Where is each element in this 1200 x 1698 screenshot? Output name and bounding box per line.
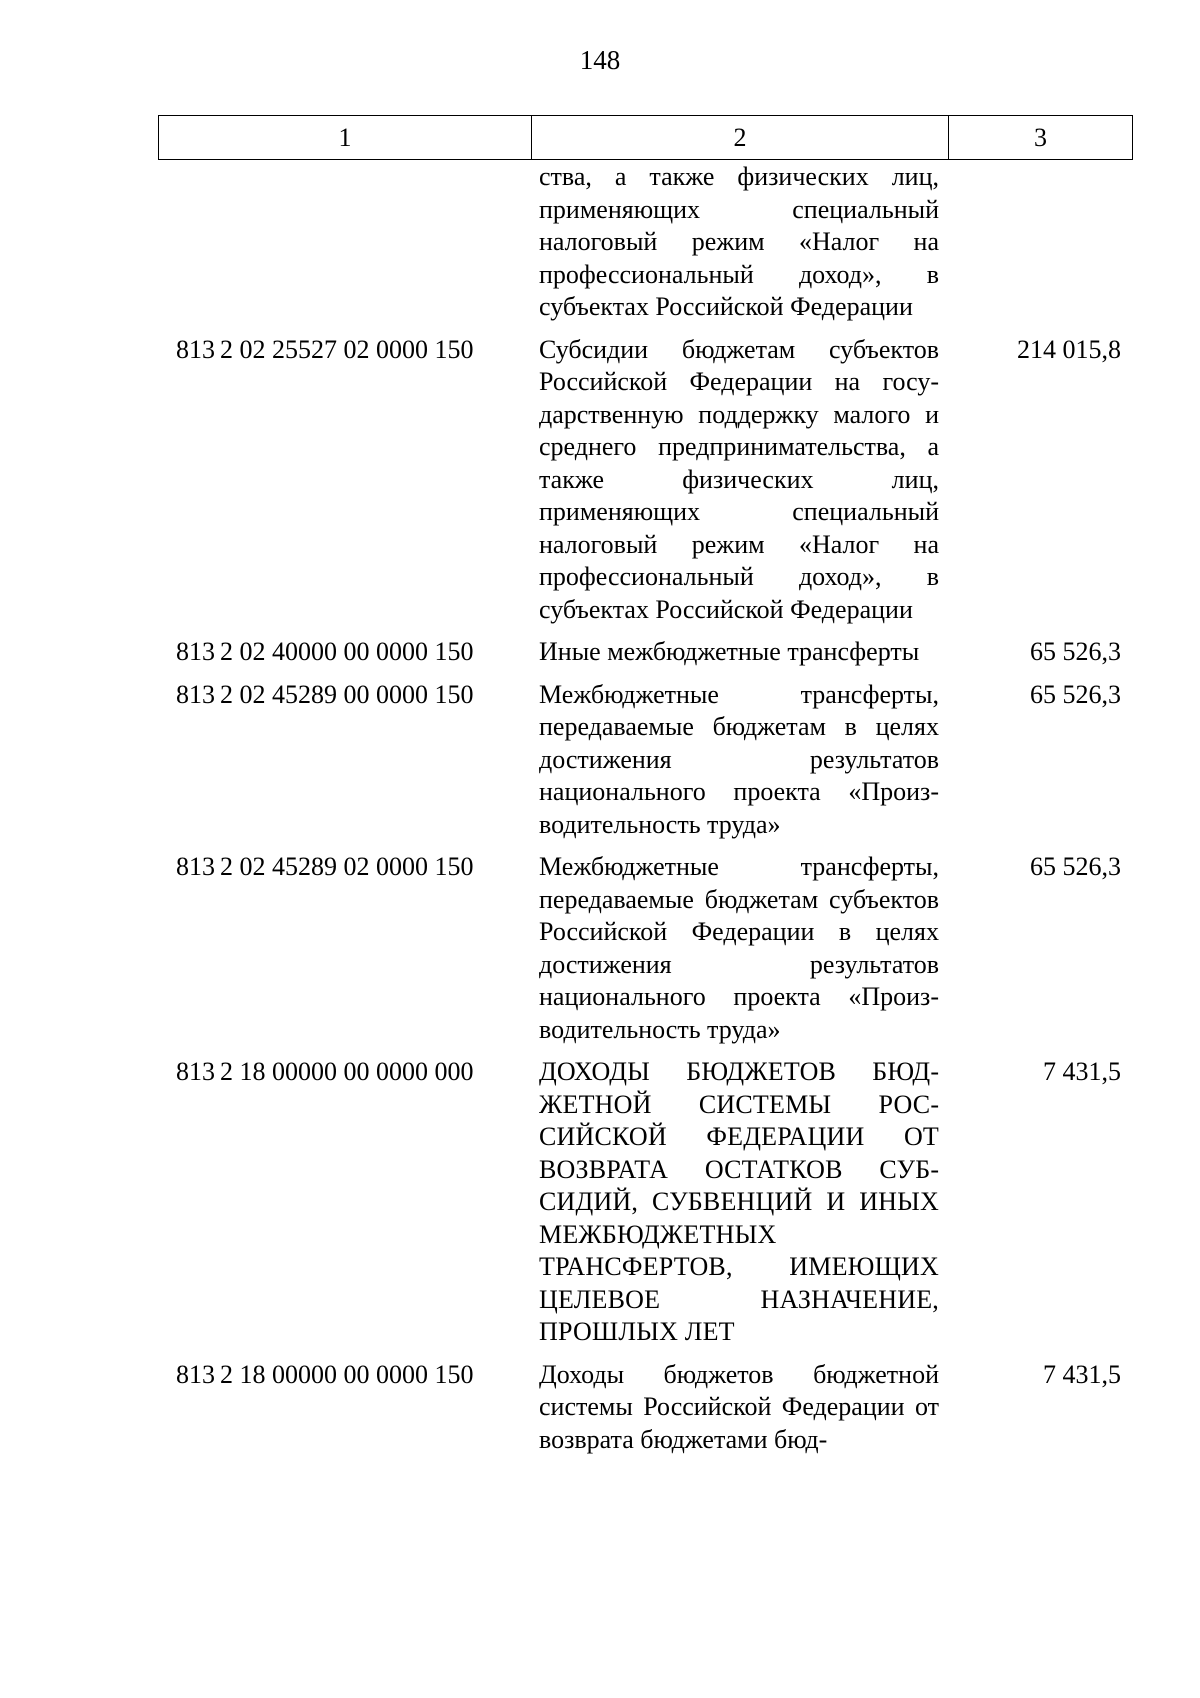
revenue-name-cell: Иные межбюджетные трансферты: [539, 637, 920, 666]
table-row: [158, 1056, 1133, 1349]
revenue-name-cell: Межбюджетные трансферты, передаваемые бюджетам в целях достижения результатов национального проекта «Производительность труда»: [539, 679, 939, 839]
admin-code-cell: 813: [176, 679, 215, 709]
revenue-code-cell: 2 18 00000 00 0000 000: [220, 1057, 474, 1086]
table-row: [158, 334, 1133, 627]
revenue-name-cell: ства, а также физических лиц, применяющих специальный налоговый режим «Налог на профессиональный доход», в субъектах Российской Федерации: [539, 162, 939, 321]
amount-cell: 214 015,8: [1017, 334, 1121, 364]
admin-code-cell: 813: [176, 334, 215, 364]
table-row: [158, 636, 1133, 669]
amount-cell: [939, 161, 1133, 324]
revenue-name-cell: Доходы бюджетов бюджетной системы Российской Федерации от возврата бюджетами бюд-: [539, 1359, 939, 1454]
admin-code-cell: 813: [176, 852, 215, 881]
revenue-name-cell: Субсидии бюджетам субъектов Российской Федерации на государственную поддержку малого и среднего предпринимательства, а также физических лиц, применяющих специальный налоговый режим «Налог на профессиональный доход», в субъектах Российской Федерации: [539, 334, 939, 624]
revenue-code-cell: 2 18 00000 00 0000 150: [220, 1359, 474, 1389]
admin-code-cell: 813: [176, 1359, 215, 1389]
table-row: [158, 851, 1133, 1046]
admin-code-cell: 813: [176, 1057, 215, 1086]
revenue-code-cell: 2 02 40000 00 0000 150: [220, 637, 474, 666]
table-row: [158, 679, 1133, 842]
table-row: [158, 161, 1133, 324]
table-body: [158, 161, 1133, 1466]
table-row: [158, 1359, 1133, 1457]
revenue-code-cell: [218, 161, 531, 324]
header-col-2: 2: [532, 116, 949, 159]
table-header: [158, 115, 1133, 160]
page-number: 148: [579, 45, 621, 75]
amount-cell: 65 526,3: [1030, 637, 1121, 666]
revenue-name-cell: ДОХОДЫ БЮДЖЕТОВ БЮДЖЕТНОЙ СИСТЕМЫ РОССИЙСКОЙ ФЕДЕРАЦИИ ОТ ВОЗВРАТА ОСТАТКОВ СУБСИДИЙ, СУБВЕНЦИЙ И ИНЫХ МЕЖБЮДЖЕТНЫХ ТРАНСФЕРТОВ, ИМЕЮЩИХ ЦЕЛЕВОЕ НАЗНАЧЕНИЕ, ПРОШЛЫХ ЛЕТ: [539, 1057, 939, 1346]
revenue-code-cell: 2 02 45289 02 0000 150: [220, 852, 474, 881]
revenue-code-cell: 2 02 25527 02 0000 150: [220, 334, 474, 364]
revenue-code-cell: 2 02 45289 00 0000 150: [220, 679, 474, 709]
revenue-name-cell: Межбюджетные трансферты, передаваемые бюджетам субъектов Российской Федерации в целях достижения результатов национального проекта «Производительность труда»: [539, 852, 939, 1044]
header-col-3: 3: [1034, 123, 1047, 152]
header-col-1: 1: [159, 116, 532, 159]
admin-code-cell: [158, 161, 218, 324]
amount-cell: 65 526,3: [1030, 852, 1121, 881]
amount-cell: 7 431,5: [1043, 1359, 1121, 1389]
amount-cell: 7 431,5: [1043, 1057, 1121, 1086]
admin-code-cell: 813: [176, 637, 215, 666]
amount-cell: 65 526,3: [1030, 679, 1121, 709]
